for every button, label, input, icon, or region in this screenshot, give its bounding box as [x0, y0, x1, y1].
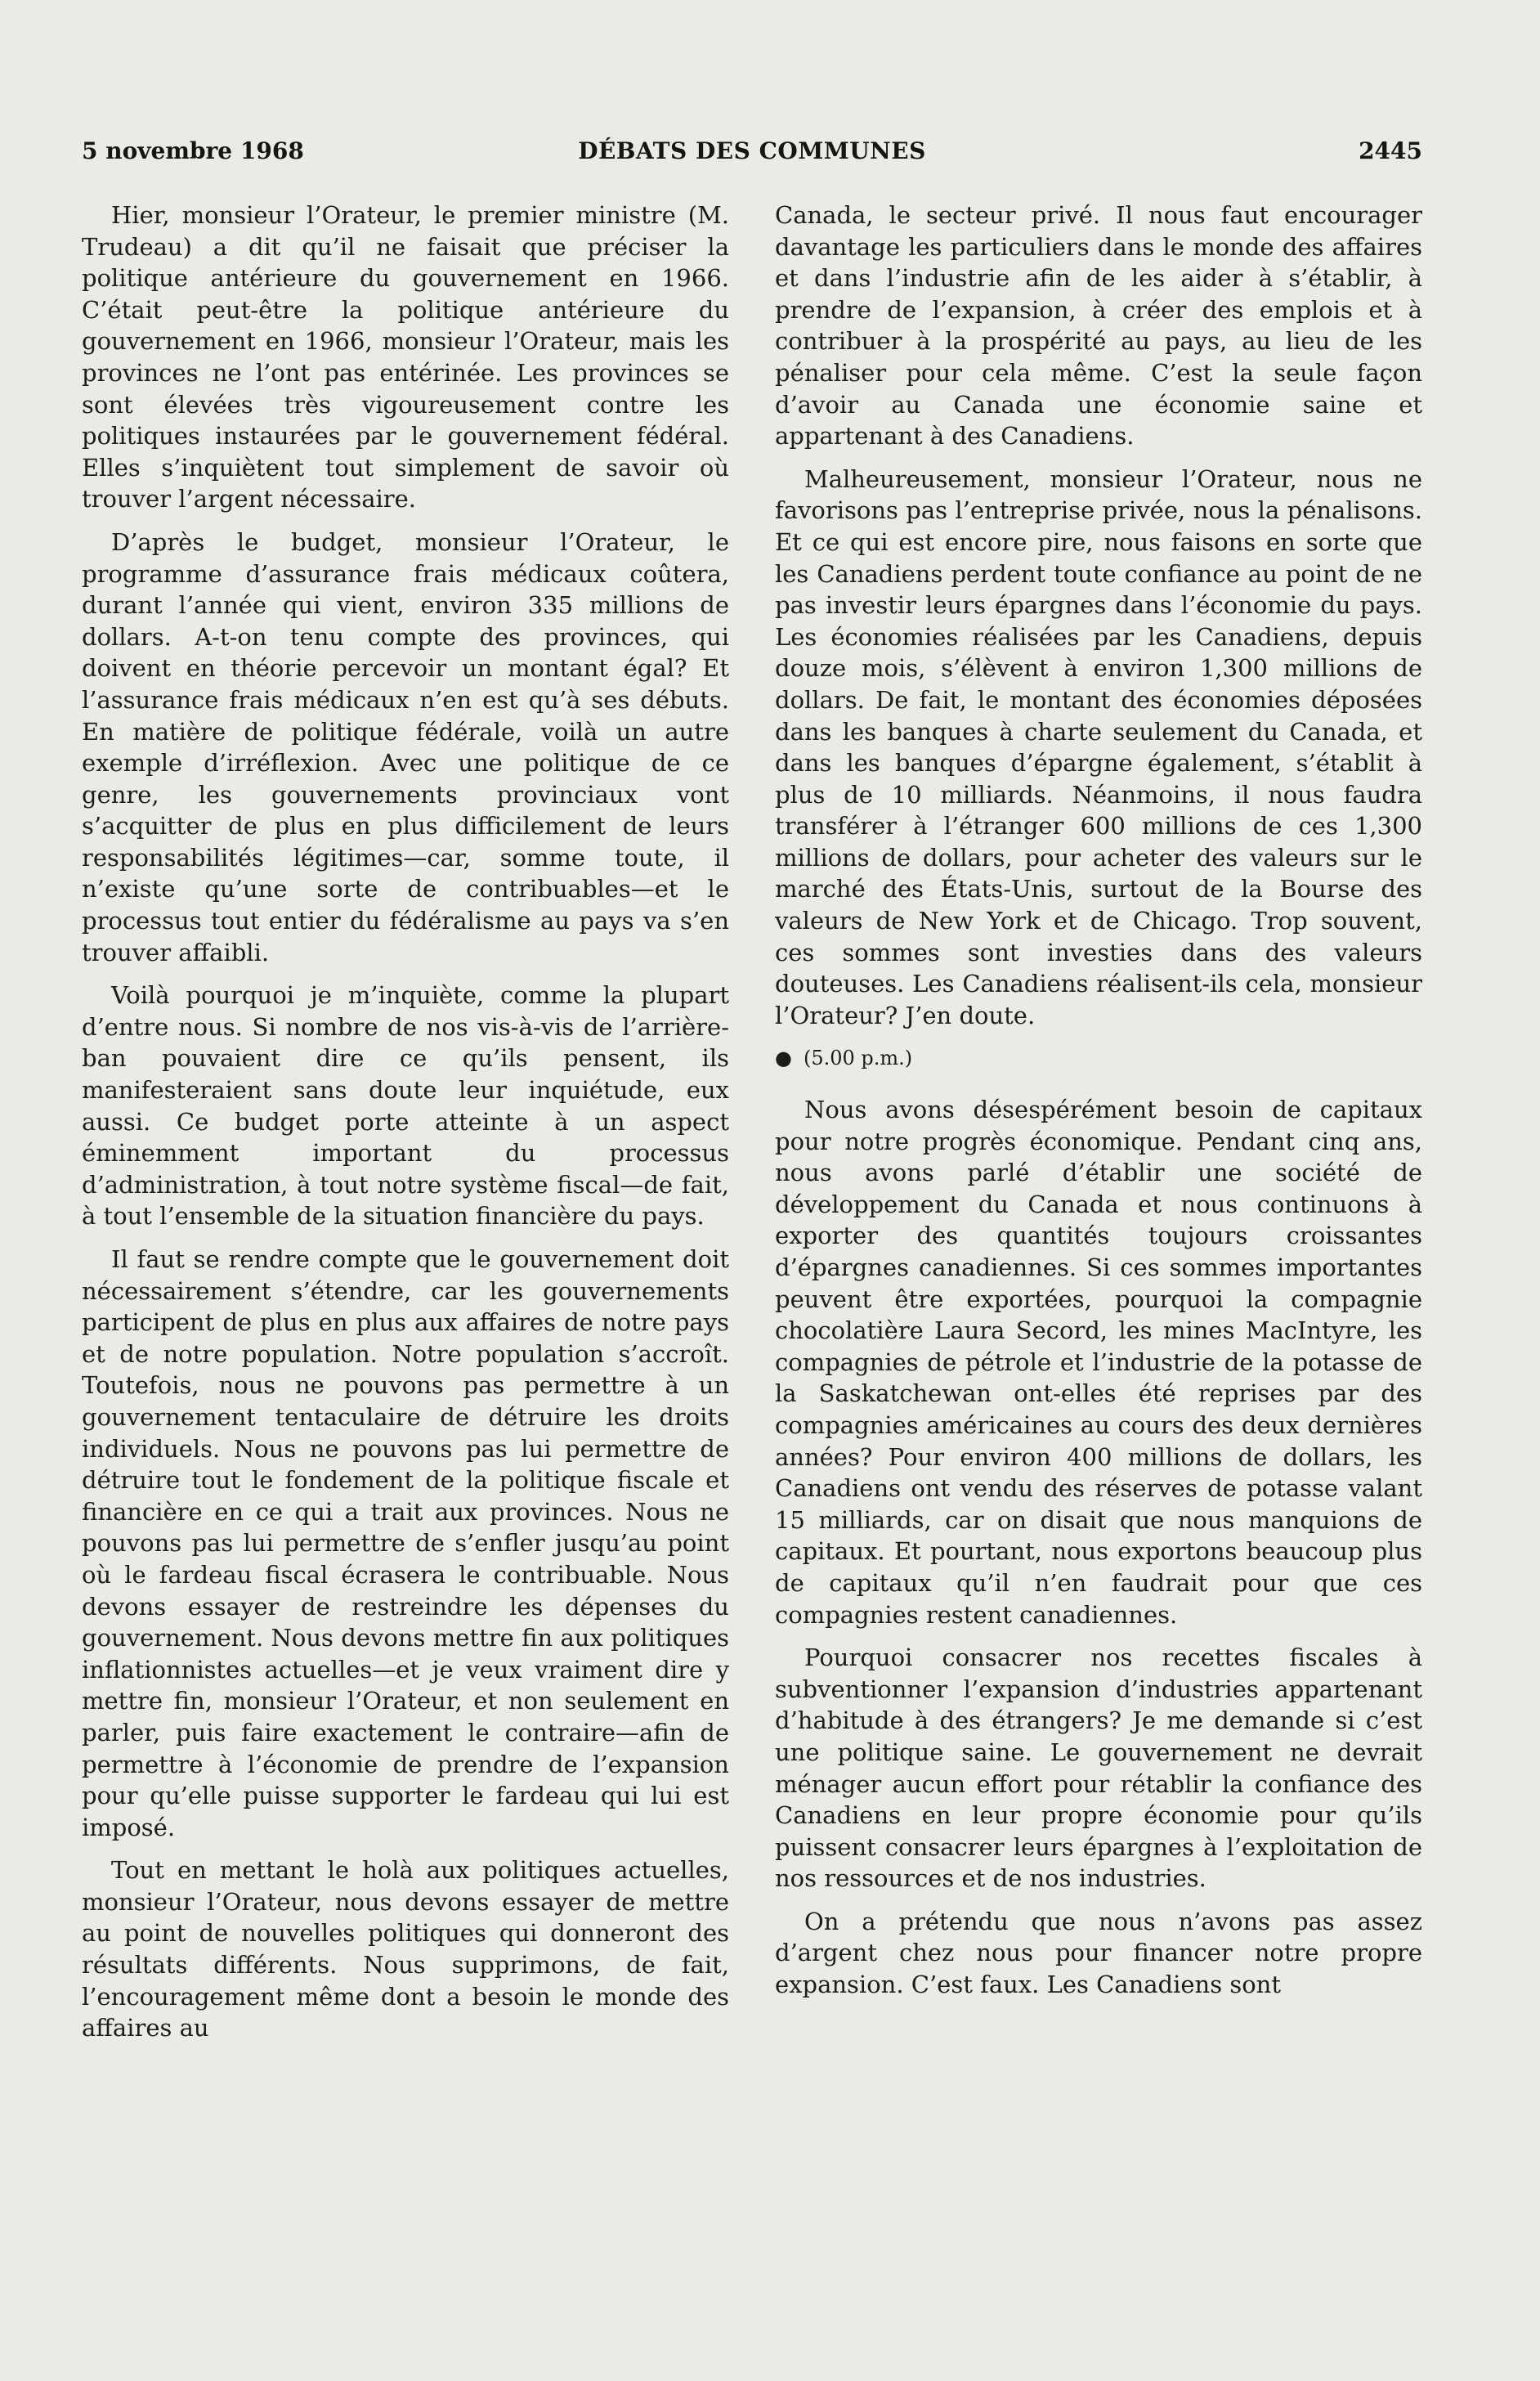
left-column: [82, 200, 729, 2056]
right-column: [775, 200, 1422, 2012]
paragraph: On a prétendu que nous n’avons pas assez d’argent chez nous pour financer notre propre expansion. C’est faux. Les Canadiens sont: [775, 1907, 1422, 1999]
paragraph: Pourquoi consacrer nos recettes fiscales à subventionner l’expansion d’industries appartenant d’habitude à des étrangers? Je me demande si c’est une politique saine. Le gouvernement ne devrait ménager aucun effort pour rétablir la confiance des Canadiens en leur propre économie pour qu’ils puissent consacrer leurs épargnes à l’exploitation de nos ressources et de nos industries.: [775, 1643, 1422, 1893]
paragraph: Tout en mettant le holà aux politiques actuelles, monsieur l’Orateur, nous devons essayer de mettre au point de nouvelles politiques qui donneront des résultats différents. Nous supprimons, de fait, l’encouragement même dont a besoin le monde des affaires au: [82, 1856, 729, 2042]
page-number: 2445: [1359, 137, 1422, 164]
paragraph: Voilà pourquoi je m’inquiète, comme la plupart d’entre nous. Si nombre de nos vis-à-vis de l’arrière-ban pouvaient dire ce qu’ils pensent, ils manifesteraient sans doute leur inquiétude, eux aussi. Ce budget porte atteinte à un aspect éminemment important du processus d’administration, à tout notre système fiscal—de fait, à tout l’ensemble de la situation financière du pays.: [82, 981, 729, 1231]
header-title: DÉBATS DES COMMUNES: [578, 137, 926, 164]
paragraph-continued: Canada, le secteur privé. Il nous faut encourager davantage les particuliers dans le monde des affaires et dans l’industrie afin de les aider à s’établir, à prendre de l’expansion, à créer des emplois et à contribuer à la prospérité au pays, au lieu de les pénaliser pour cela même. C’est la seule façon d’avoir au Canada une économie saine et appartenant à des Canadiens.: [775, 201, 1422, 451]
time-marker: [775, 1043, 1422, 1074]
paragraph: Malheureusement, monsieur l’Orateur, nous ne favorisons pas l’entreprise privée, nous la pénalisons. Et ce qui est encore pire, nous faisons en sorte que les Canadiens perdent toute confiance au point de ne pas investir leurs épargnes dans l’économie du pays. Les économies réalisées par les Canadiens, depuis douze mois, s’élèvent à environ 1,300 millions de dollars. De fait, le montant des économies déposées dans les banques à charte seulement du Canada, et dans les banques d’épargne également, s’établit à plus de 10 milliards. Néanmoins, il nous faudra transférer à l’étranger 600 millions de ces 1,300 millions de dollars, pour acheter des valeurs sur le marché des États-Unis, surtout de la Bourse des valeurs de New York et de Chicago. Trop souvent, ces sommes sont investies dans des valeurs douteuses. Les Canadiens réalisent-ils cela, monsieur l’Orateur? J’en doute.: [775, 464, 1422, 1029]
paragraph: D’après le budget, monsieur l’Orateur, le programme d’assurance frais médicaux coûtera, durant l’année qui vient, environ 335 millions de dollars. A-t-on tenu compte des provinces, qui doivent en théorie percevoir un montant égal? Et l’assurance frais médicaux n’en est qu’à ses débuts. En matière de politique fédérale, voilà un autre exemple d’irréflexion. Avec une politique de ce genre, les gouvernements provinciaux vont s’acquitter de plus en plus difficilement de leurs responsabilités légitimes—car, somme toute, il n’existe qu’une sorte de contribuables—et le processus tout entier du fédéralisme au pays va s’en trouver affaibli.: [82, 527, 729, 966]
bullet-icon: ●: [775, 1047, 792, 1070]
paragraph: Hier, monsieur l’Orateur, le premier ministre (M. Trudeau) a dit qu’il ne faisait que préciser la politique antérieure du gouvernement en 1966. C’était peut-être la politique antérieure du gouvernement en 1966, monsieur l’Orateur, mais les provinces ne l’ont pas entérinée. Les provinces se sont élevées très vigoureusement contre les politiques instaurées par le gouvernement fédéral. Elles s’inquiètent tout simplement de savoir où trouver l’argent nécessaire.: [82, 201, 729, 513]
header-date: 5 novembre 1968: [82, 137, 304, 164]
paragraph: Nous avons désespérément besoin de capitaux pour notre progrès économique. Pendant cinq ans, nous avons parlé d’établir une société de développement du Canada et nous continuons à exporter des quantités toujours croissantes d’épargnes canadiennes. Si ces sommes importantes peuvent être exportées, pourquoi la compagnie chocolatière Laura Secord, les mines MacIntyre, les compagnies de pétrole et l’industrie de la potasse de la Saskatchewan ont-elles été reprises par des compagnies américaines au cours des deux dernières années? Pour environ 400 millions de dollars, les Canadiens ont vendu des réserves de potasse valant 15 milliards, car on disait que nous manquions de capitaux. Et pourtant, nous exportons beaucoup plus de capitaux qu’il n’en faudrait pour que ces compagnies restent canadiennes.: [775, 1096, 1422, 1629]
paragraph: Il faut se rendre compte que le gouvernement doit nécessairement s’étendre, car les gouvernements participent de plus en plus aux affaires de notre pays et de notre population. Notre population s’accroît. Toutefois, nous ne pouvons pas permettre à un gouvernement tentaculaire de détruire les droits individuels. Nous ne pouvons pas lui permettre de détruire tout le fondement de la politique fiscale et financière en ce qui a trait aux provinces. Nous ne pouvons pas lui permettre de s’enfler jusqu’au point où le fardeau fiscal écrasera le contribuable. Nous devons essayer de restreindre les dépenses du gouvernement. Nous devons mettre fin aux politiques inflationnistes actuelles—et je veux vraiment dire y mettre fin, monsieur l’Orateur, et non seulement en parler, puis faire exactement le contraire—afin de permettre à l’économie de prendre de l’expansion pour qu’elle puisse supporter le fardeau qui lui est imposé.: [82, 1245, 729, 1841]
page-header: [82, 137, 1422, 173]
time-marker-text: (5.00 p.m.): [803, 1047, 913, 1070]
